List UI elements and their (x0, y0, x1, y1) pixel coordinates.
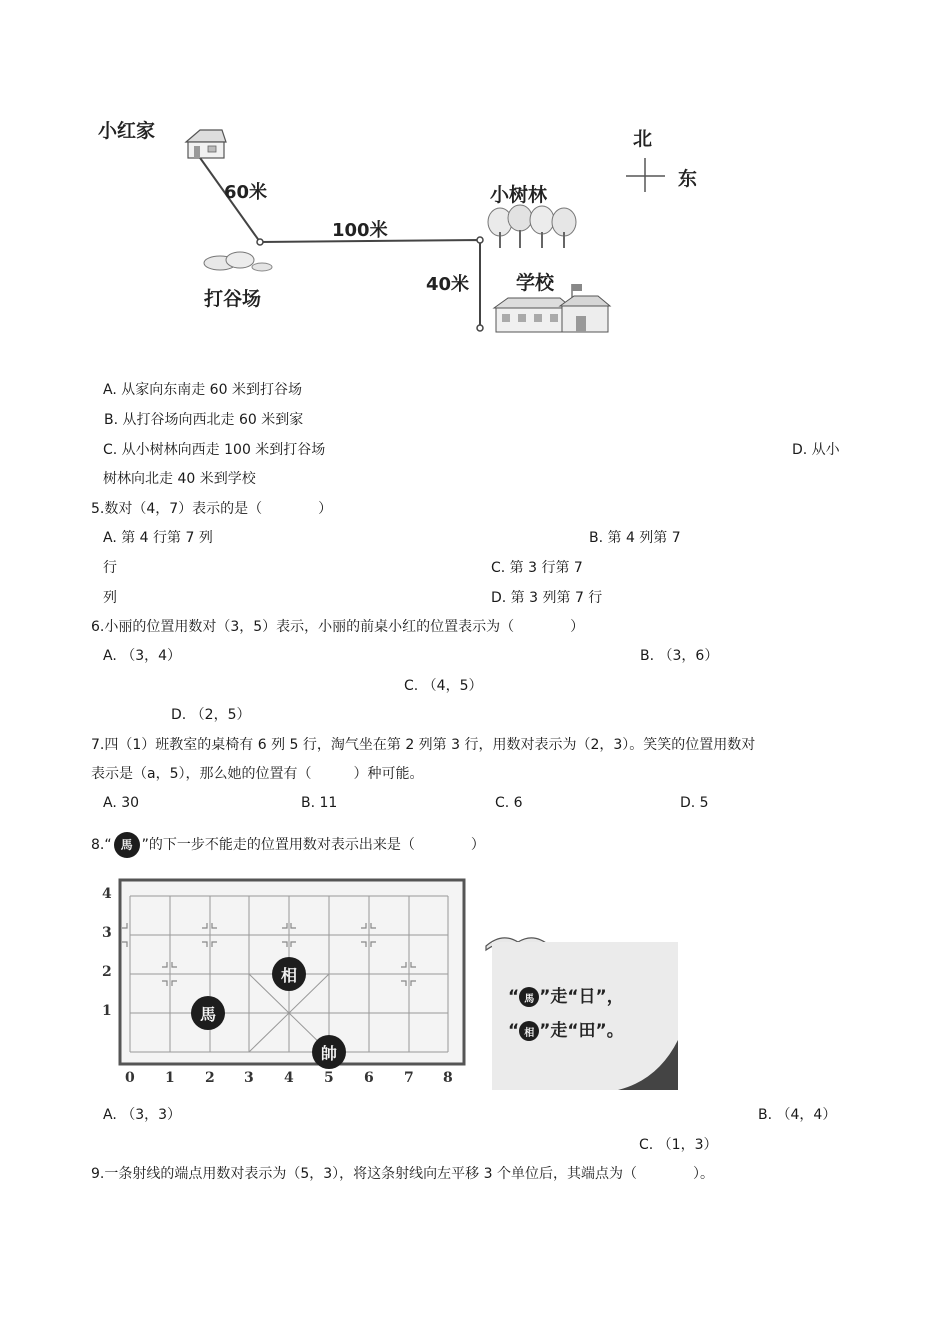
q5-option-a[interactable]: A. 第 4 行第 7 列 (103, 530, 213, 546)
q8-option-a[interactable]: A. （3，3） (103, 1107, 182, 1123)
q8-option-b[interactable]: B. （4，4） (758, 1107, 837, 1123)
elephant-mini-icon: 相 (519, 1021, 539, 1041)
y-tick-2: 2 (102, 964, 112, 980)
q6-option-c[interactable]: C. （4，5） (404, 678, 483, 694)
hint-horse-prefix: “ (508, 987, 520, 1007)
label-north: 北 (633, 128, 653, 150)
q8-option-c[interactable]: C. （1，3） (639, 1137, 718, 1153)
y-tick-4: 4 (102, 886, 112, 902)
hint-horse-suffix: ”走“日”， (539, 987, 624, 1007)
hint-elephant-suffix: ”走“田”。 (539, 1021, 624, 1041)
route-map (90, 110, 730, 350)
horse-mini-icon: 馬 (519, 987, 539, 1007)
label-home: 小红家 (98, 120, 156, 142)
distance-threshing-grove: 100米 (332, 220, 388, 241)
q4-option-a[interactable]: A. 从家向东南走 60 米到打谷场 (103, 382, 302, 398)
q8-stem-prefix: 8.“ (91, 837, 112, 853)
label-school: 学校 (516, 272, 555, 294)
q5-option-c[interactable]: C. 第 3 行第 7 (491, 560, 583, 576)
q5-option-c-cont: 列 (103, 590, 117, 606)
x-tick-4: 4 (284, 1070, 294, 1086)
distance-grove-school: 40米 (426, 274, 470, 295)
label-threshing: 打谷场 (204, 288, 262, 310)
hint-line-elephant (508, 1016, 624, 1041)
house-icon (182, 126, 228, 162)
chessboard-figure (98, 876, 470, 1094)
q7-option-b[interactable]: B. 11 (301, 795, 338, 811)
q7-stem-line2: 表示是（a，5），那么她的位置有（ ）种可能。 (91, 766, 424, 782)
q7-option-d[interactable]: D. 5 (680, 795, 709, 811)
q4-option-b[interactable]: B. 从打谷场向西北走 60 米到家 (104, 412, 304, 428)
q7-option-a[interactable]: A. 30 (103, 795, 140, 811)
q4-option-d-cont: 树林向北走 40 米到学校 (103, 471, 256, 487)
x-tick-1: 1 (165, 1070, 175, 1086)
q6-option-b[interactable]: B. （3，6） (640, 648, 719, 664)
x-tick-2: 2 (205, 1070, 215, 1086)
trees-icon (486, 204, 582, 250)
horse-piece-icon: 馬 (114, 832, 140, 858)
x-tick-5: 5 (324, 1070, 334, 1086)
q8-stem-suffix: ”的下一步不能走的位置用数对表示出来是（ ） (141, 837, 485, 853)
x-tick-8: 8 (443, 1070, 453, 1086)
q5-stem: 5.数对（4，7）表示的是（ ） (91, 501, 333, 517)
hint-line-horse (508, 982, 624, 1007)
haystack-icon (200, 248, 280, 274)
q5-option-b-cont: 行 (103, 560, 117, 576)
q6-option-a[interactable]: A. （3，4） (103, 648, 182, 664)
elephant-piece: 相 (272, 957, 306, 991)
q4-option-c[interactable]: C. 从小树林向西走 100 米到打谷场 (103, 442, 326, 458)
horse-piece: 馬 (191, 996, 225, 1030)
q7-stem-line1: 7.四（1）班教室的桌椅有 6 列 5 行，淘气坐在第 2 列第 3 行，用数对表示为（2，3）。笑笑的位置用数对 (91, 737, 756, 753)
q6-option-d[interactable]: D. （2，5） (171, 707, 251, 723)
x-tick-6: 6 (364, 1070, 374, 1086)
label-east: 东 (678, 168, 698, 190)
q4-option-d[interactable]: D. 从小 (792, 442, 840, 458)
q5-option-d[interactable]: D. 第 3 列第 7 行 (491, 590, 603, 606)
y-tick-1: 1 (102, 1003, 112, 1019)
x-tick-0: 0 (125, 1070, 135, 1086)
q9-stem: 9.一条射线的端点用数对表示为（5，3），将这条射线向左平移 3 个单位后，其端点为（ ）。 (91, 1166, 714, 1182)
label-grove: 小树林 (490, 184, 548, 206)
q8-stem (91, 832, 485, 858)
y-tick-3: 3 (102, 925, 112, 941)
q5-option-b[interactable]: B. 第 4 列第 7 (589, 530, 681, 546)
x-tick-3: 3 (244, 1070, 254, 1086)
general-piece: 帥 (312, 1035, 346, 1069)
hint-card-corner (618, 1040, 678, 1090)
x-tick-7: 7 (404, 1070, 414, 1086)
distance-home-threshing: 60米 (224, 182, 268, 203)
hint-elephant-prefix: “ (508, 1021, 520, 1041)
q7-option-c[interactable]: C. 6 (495, 795, 523, 811)
q6-stem: 6.小丽的位置用数对（3，5）表示，小丽的前桌小红的位置表示为（ ） (91, 619, 585, 635)
hint-card (482, 924, 678, 1090)
